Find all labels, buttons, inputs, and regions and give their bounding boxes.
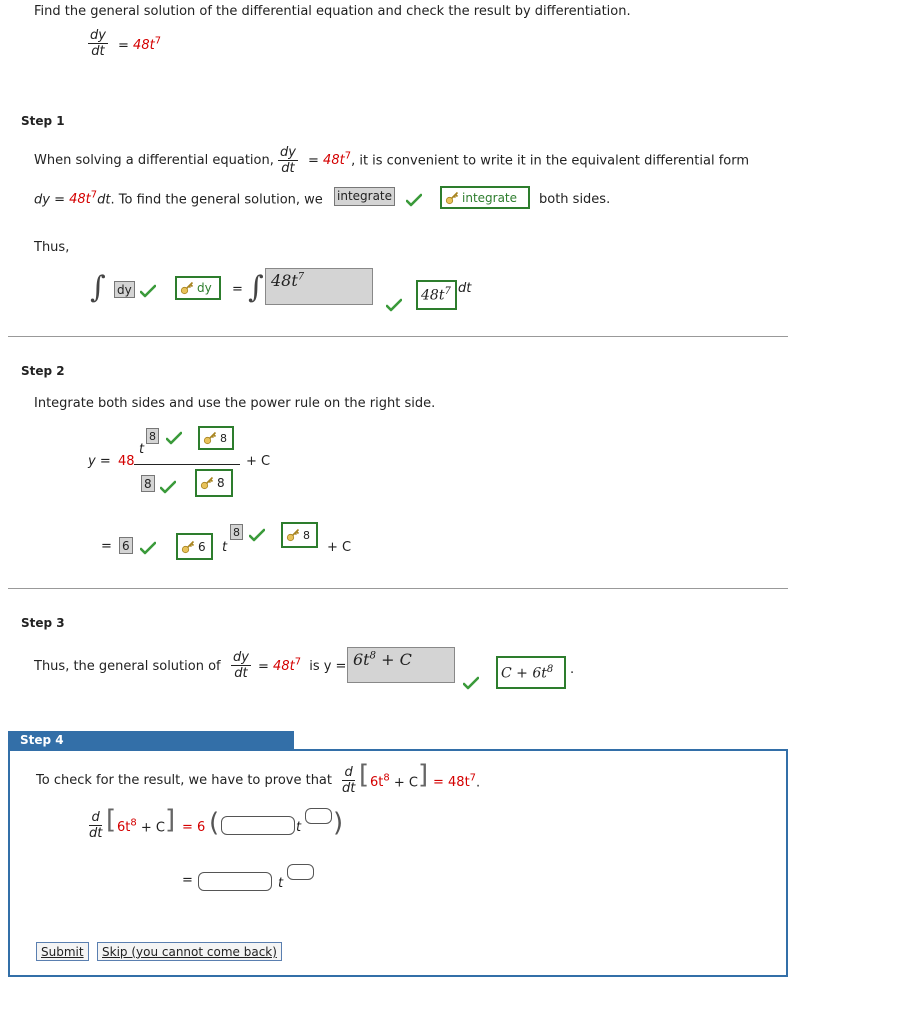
key-icon <box>200 476 214 490</box>
key-coefficient-label: 6 <box>198 539 206 554</box>
right-bracket: ] <box>418 760 429 790</box>
step1-derivative <box>278 145 298 176</box>
equals-sign: = <box>308 153 319 169</box>
step4-label: Step 4 <box>8 731 294 749</box>
divider <box>8 336 788 337</box>
is-y-label: is y = <box>309 659 347 675</box>
rhs-value: 48t <box>273 659 295 675</box>
derivative-numerator: dy <box>90 28 106 43</box>
key-icon <box>203 431 217 445</box>
equals-sign: = <box>258 659 269 675</box>
step1-form-line <box>34 190 323 207</box>
step2-label: Step 2 <box>21 364 65 378</box>
key-denominator-label: 8 <box>217 476 225 490</box>
step3-label: Step 3 <box>21 616 65 630</box>
left-bracket: [ <box>359 760 370 790</box>
key-icon <box>286 528 300 542</box>
form-rhs-exp: 7 <box>90 190 98 201</box>
result-exponent-input[interactable] <box>287 864 314 880</box>
step3-text: Thus, the general solution of <box>34 659 221 674</box>
step1-rhs <box>308 151 749 168</box>
answer-coefficient[interactable]: 6 <box>119 537 133 554</box>
equals-sign: = <box>232 282 243 297</box>
t-variable: t <box>296 820 302 835</box>
skip-button[interactable]: Skip (you cannot come back) <box>97 942 282 961</box>
step1-tail-end: both sides. <box>539 192 611 207</box>
y-equals: y = <box>88 454 111 469</box>
step4-text: To check for the result, we have to prove that <box>36 773 332 788</box>
step3-rhs <box>258 657 346 674</box>
derivative-operator <box>89 810 102 841</box>
integral-sign-left: ∫ <box>90 270 106 305</box>
t-variable: t <box>222 540 228 555</box>
coefficient-input[interactable] <box>221 816 295 835</box>
step2-text: Integrate both sides and use the power rule on the right side. <box>34 396 436 411</box>
submit-button[interactable]: Submit <box>36 942 89 961</box>
right-bracket: ] <box>165 805 176 835</box>
step4-derivative-operator <box>342 765 355 796</box>
exponent-input[interactable] <box>305 808 332 824</box>
key-dy-label: dy <box>197 281 212 295</box>
key-answer-exponent-2 <box>281 522 318 548</box>
question-rhs-value: $48t^7$ <box>133 36 162 54</box>
key-answer-coefficient <box>176 533 213 560</box>
bracket-expression: $6t^8 + C$ <box>370 773 418 791</box>
answer-exponent-2[interactable]: 8 <box>230 524 243 540</box>
d-numerator: d <box>342 765 355 781</box>
period: . <box>570 662 575 677</box>
check-icon <box>386 298 402 312</box>
thus-label: Thus, <box>34 240 70 255</box>
check-icon <box>140 284 156 298</box>
key-answer-dy <box>175 276 221 300</box>
dt-denominator: dt <box>342 781 356 796</box>
rhs-exponent: 7 <box>344 151 352 162</box>
equals-sign: = <box>118 38 129 54</box>
key-exponent-2-label: 8 <box>303 528 310 542</box>
rhs-value: 48t <box>323 153 345 169</box>
question-derivative <box>88 28 108 59</box>
key-answer-exponent <box>198 426 234 450</box>
derivative-numerator: dy <box>233 650 249 665</box>
derivative-numerator: dy <box>280 145 296 160</box>
answer-general-solution[interactable]: $6t^8 + C$ <box>347 647 455 683</box>
key-icon <box>180 281 194 295</box>
answer-dy[interactable]: dy <box>114 281 135 298</box>
divider <box>8 588 788 589</box>
result-coefficient-input[interactable] <box>198 872 272 891</box>
derivative-denominator: dt <box>281 161 295 176</box>
form-lhs: dy = <box>34 192 65 208</box>
form-tail: . To find the general solution, we <box>110 192 323 208</box>
key-answer-integrate <box>440 186 530 209</box>
form-rhs: 48t <box>69 192 91 208</box>
coefficient-48: 48 <box>118 454 135 469</box>
question-rhs <box>118 36 161 53</box>
equals-sign: = <box>182 873 193 888</box>
left-bracket: [ <box>106 805 117 835</box>
rhs-exponent: 7 <box>294 657 302 668</box>
key-icon <box>181 540 195 554</box>
check-icon <box>463 676 479 690</box>
check-icon <box>160 480 176 494</box>
left-paren: ( <box>209 808 220 838</box>
fraction-bar <box>134 464 240 465</box>
step4-rhs: = $48t^7$. <box>433 773 481 791</box>
check-icon <box>406 193 422 207</box>
check-icon <box>166 431 182 445</box>
key-answer-48t7: $48t^7$ <box>416 280 457 310</box>
equals-six: = 6 <box>182 820 206 835</box>
dt-denominator: dt <box>89 826 103 841</box>
t-variable: t <box>139 442 145 457</box>
derivative-denominator: dt <box>91 44 105 59</box>
plus-c: + C <box>327 540 352 555</box>
integral-sign-right: ∫ <box>248 270 264 305</box>
plus-c: + C <box>246 454 271 469</box>
bracket-expression: $6t^8 + C$ <box>117 818 165 836</box>
dt-label: dt <box>458 281 472 296</box>
d-numerator: d <box>89 810 102 826</box>
t-variable: t <box>278 876 284 891</box>
step1-sentence-b: , it is convenient to write it in the equivalent differential form <box>351 153 750 169</box>
right-paren: ) <box>333 808 344 838</box>
equals-sign: = <box>101 539 112 554</box>
key-exponent-label: 8 <box>220 431 227 445</box>
check-icon <box>140 541 156 555</box>
answer-denominator[interactable]: 8 <box>141 475 155 492</box>
answer-48t7[interactable]: $48t^7$ <box>265 268 373 305</box>
check-icon <box>249 528 265 542</box>
step3-derivative <box>231 650 251 681</box>
key-icon <box>445 191 459 205</box>
key-answer-general-solution: $C + 6t^8$ <box>496 656 566 689</box>
key-integrate-label: integrate <box>462 190 518 205</box>
answer-integrate[interactable]: integrate <box>334 187 395 206</box>
form-dt: dt <box>97 192 111 208</box>
step1-sentence-a: When solving a differential equation, <box>34 153 274 168</box>
question-text: Find the general solution of the differential equation and check the result by differentiation. <box>34 4 631 19</box>
answer-exponent[interactable]: 8 <box>146 428 159 444</box>
step1-label: Step 1 <box>21 114 65 128</box>
derivative-denominator: dt <box>234 666 248 681</box>
key-answer-denominator <box>195 469 233 497</box>
